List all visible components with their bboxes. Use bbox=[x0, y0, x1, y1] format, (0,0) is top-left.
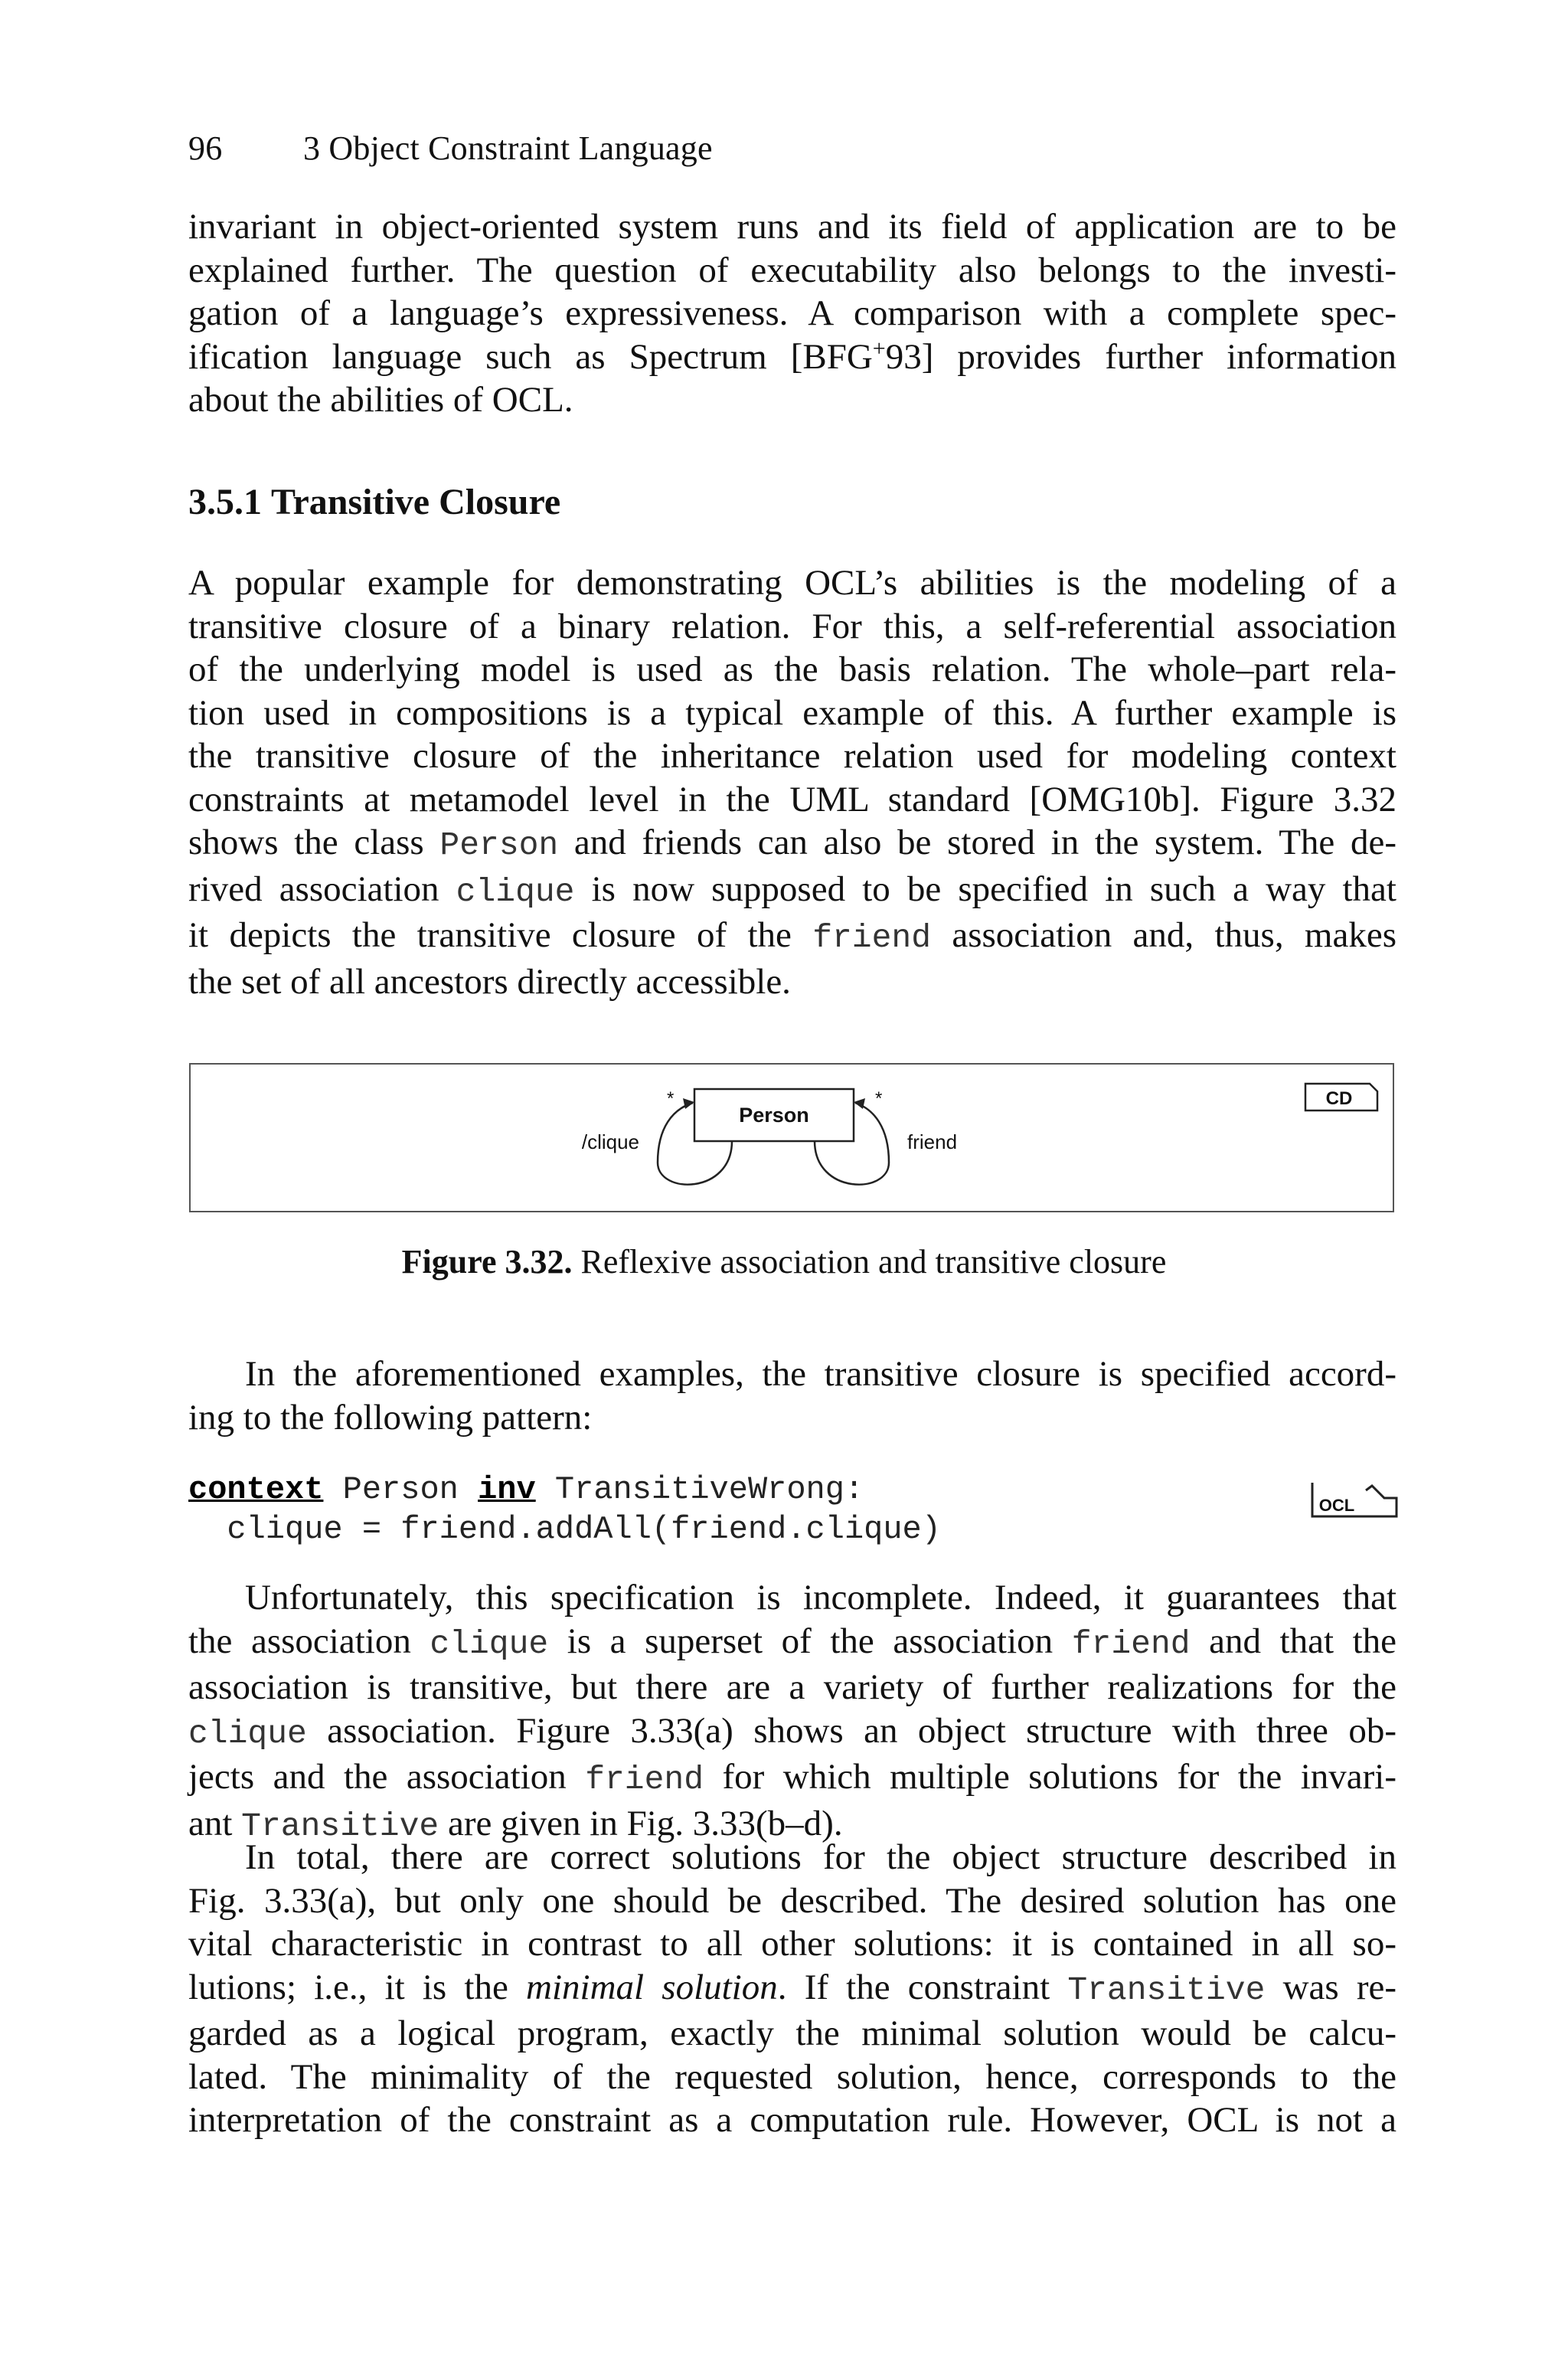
paragraph-pattern bbox=[188, 1353, 1396, 1439]
clique-multiplicity: * bbox=[667, 1088, 675, 1109]
paragraph-unfortunately bbox=[188, 1576, 1396, 1848]
text-line: it depicts the transitive closure of the friend association and, thus, makes bbox=[188, 915, 1396, 957]
text-line: explained further. The question of executability also belongs to the investi- bbox=[188, 250, 1396, 290]
text-line: Unfortunately, this specification is incomplete. Indeed, it guarantees that bbox=[245, 1578, 1396, 1617]
text-line: tion used in compositions is a typical example of this. A further example is bbox=[188, 692, 1396, 733]
ocl-badge-icon bbox=[1311, 1477, 1400, 1523]
text-line: lutions; i.e., it is the minimal solution. If the constraint Transitive was re- bbox=[188, 1967, 1397, 2009]
text-line: jects and the association friend for which multiple solutions for the invari- bbox=[188, 1757, 1397, 1798]
caption-label: Figure 3.32. bbox=[401, 1243, 573, 1281]
figure-3-32 bbox=[189, 1063, 1394, 1212]
text-line: association is transitive, but there are a variety of further realizations for the bbox=[188, 1667, 1396, 1707]
text-line: In total, there are correct solutions for the object structure described in bbox=[245, 1837, 1396, 1877]
text-line: ing to the following pattern: bbox=[188, 1397, 593, 1438]
code-line-2: clique = friend.addAll(friend.clique) bbox=[188, 1511, 941, 1548]
keyword-inv: inv bbox=[478, 1471, 536, 1508]
caption-text: Reflexive association and transitive closure bbox=[572, 1243, 1167, 1281]
text-line: rived association clique is now supposed to be specified in such a way that bbox=[188, 868, 1396, 911]
text-line: of the underlying model is used as the basis relation. The whole–part rela- bbox=[188, 649, 1396, 689]
code-friend: friend bbox=[812, 919, 932, 957]
text-line: transitive closure of a binary relation. For this, a self-referential association bbox=[188, 606, 1396, 646]
figure-caption bbox=[0, 1242, 1568, 1281]
code-person: Person bbox=[439, 826, 559, 864]
text-line: constraints at metamodel level in the UML standard [OMG10b]. Figure 3.32 bbox=[188, 779, 1396, 819]
text-line: gation of a language’s expressiveness. A comparison with a complete spec- bbox=[188, 293, 1396, 333]
cd-badge-label: CD bbox=[1325, 1088, 1353, 1109]
text-line: the association clique is a superset of the association friend and that the bbox=[188, 1621, 1396, 1663]
text-line: clique association. Figure 3.33(a) shows an object structure with three ob- bbox=[188, 1710, 1396, 1752]
text-line: the transitive closure of the inheritance relation used for modeling context bbox=[188, 736, 1396, 776]
section-number: 3.5.1 bbox=[188, 482, 262, 522]
text-line: the set of all ancestors directly accessible. bbox=[188, 961, 791, 1002]
friend-role-label: friend bbox=[907, 1130, 958, 1153]
section-title: Transitive Closure bbox=[271, 482, 561, 522]
text-line: garded as a logical program, exactly the minimal solution would be calcu- bbox=[188, 2013, 1396, 2053]
text-line: ant Transitive are given in Fig. 3.33(b–d). bbox=[188, 1803, 843, 1845]
friend-multiplicity: * bbox=[875, 1088, 883, 1109]
code-clique: clique bbox=[456, 872, 575, 911]
text-line: In the aforementioned examples, the transitive closure is specified accord- bbox=[245, 1354, 1396, 1394]
paragraph-section bbox=[188, 561, 1396, 1003]
text-line: interpretation of the constraint as a computation rule. However, OCL is not a bbox=[188, 2100, 1396, 2140]
text-line: ification language such as Spectrum [BFG+93] provides further information bbox=[188, 335, 1396, 377]
text-line: shows the class Person and friends can also be stored in the system. The de- bbox=[188, 823, 1396, 864]
uml-class-diagram bbox=[191, 1065, 1393, 1211]
class-name-person: Person bbox=[739, 1104, 809, 1127]
ocl-badge-label: OCL bbox=[1318, 1496, 1355, 1515]
ocl-code-block: context Person inv TransitiveWrong: clique = friend.addAll(friend.clique) bbox=[188, 1471, 941, 1548]
keyword-context: context bbox=[188, 1471, 324, 1508]
text-line: lated. The minimality of the requested solution, hence, corresponds to the bbox=[188, 2056, 1396, 2097]
text-line: invariant in object-oriented system runs and its field of application are to be bbox=[188, 207, 1396, 247]
text-line: Fig. 3.33(a), but only one should be described. The desired solution has one bbox=[188, 1880, 1396, 1921]
clique-role-label: /clique bbox=[581, 1130, 639, 1153]
section-heading bbox=[188, 481, 560, 523]
paragraph-intro bbox=[188, 205, 1396, 422]
page-number: 96 bbox=[188, 129, 223, 167]
text-line: about the abilities of OCL. bbox=[188, 380, 573, 420]
text-line: A popular example for demonstrating OCL’s abilities is the modeling of a bbox=[188, 563, 1396, 603]
text-line: vital characteristic in contrast to all other solutions: it is contained in all so- bbox=[188, 1924, 1396, 1964]
running-header bbox=[188, 129, 713, 168]
chapter-title: 3 Object Constraint Language bbox=[303, 129, 713, 167]
paragraph-total bbox=[188, 1836, 1396, 2142]
emphasis-minimal-solution: minimal solution bbox=[526, 1967, 778, 2007]
